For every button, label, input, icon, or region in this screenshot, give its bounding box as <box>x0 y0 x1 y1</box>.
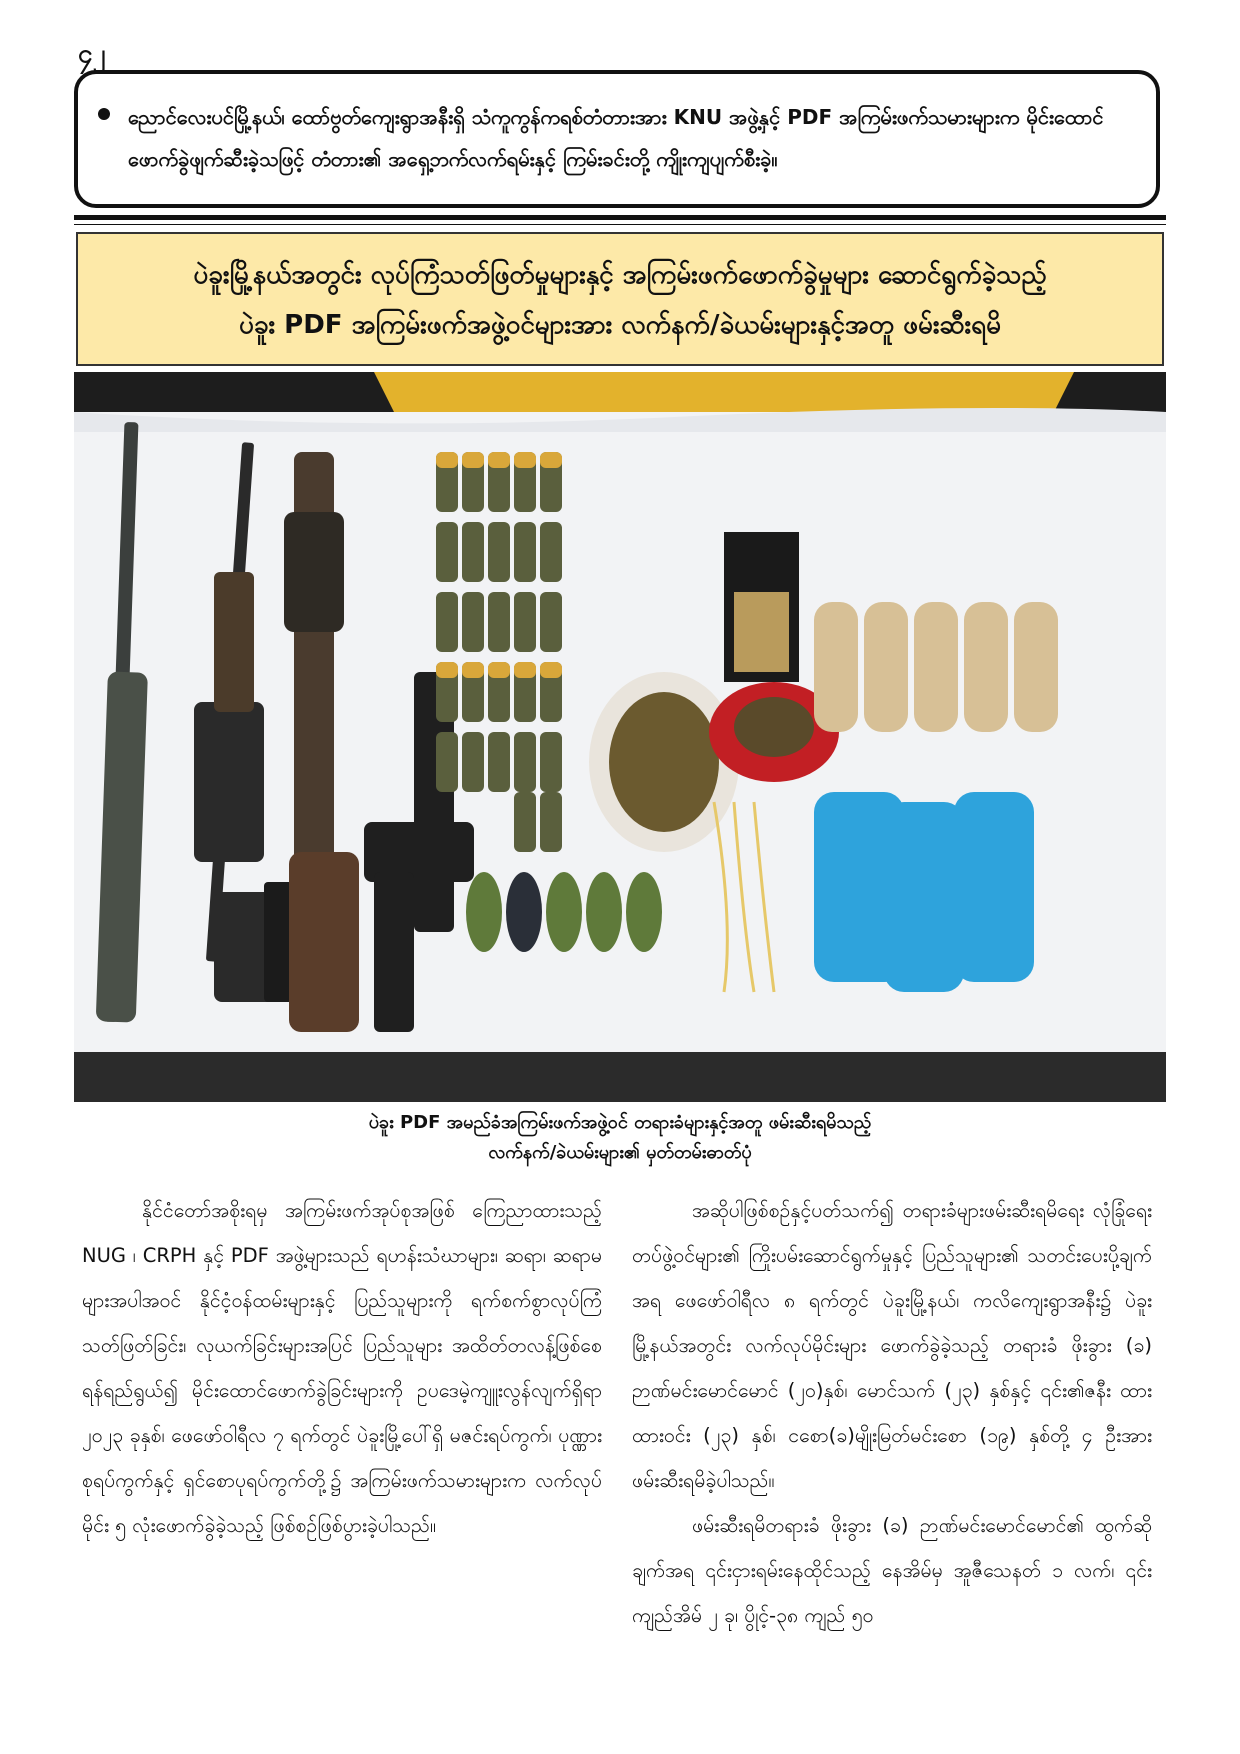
headline-line-1: ပဲခူးမြို့နယ်အတွင်း လုပ်ကြံသတ်ဖြတ်မှုများနှင့် အကြမ်းဖက်ဖောက်ခွဲမှုများ ဆောင်ရွက်ခဲ့သည့် <box>193 260 1047 290</box>
page-number: ၄၂ <box>78 39 106 69</box>
explosive-pack-icon <box>814 602 1058 732</box>
article-paragraph: နိုင်ငံတော်အစိုးရမှ အကြမ်းဖက်အုပ်စုအဖြစ် ကြေညာထားသည့် NUG ၊ CRPH နှင့် PDF အဖွဲ့များသည် ရဟန်းသံဃာများ၊ ဆရာ၊ ဆရာမများအပါအဝင် နိုင်ငံ့ဝန်ထမ်းများနှင့် ပြည်သူများကို ရက်စက်စွာလုပ်ကြံသတ်ဖြတ်ခြင်း၊ လုယက်ခြင်းများအပြင် ပြည်သူများ အထိတ်တလန့်ဖြစ်စေရန်ရည်ရွယ်၍ မိုင်းထောင်ဖောက်ခွဲခြင်းများကို ဥပဒေမဲ့ကျူးလွန်လျက်ရှိရာ ၂၀၂၃ ခုနှစ်၊ ဖေဖော်ဝါရီလ ၇ ရက်တွင် ပဲခူးမြို့ပေါ်ရှိ မဇင်းရပ်ကွက်၊ ပုဏ္ဏားစုရပ်ကွက်နှင့် ရှင်စောပုရပ်ကွက်တို့၌ အကြမ်းဖက်သမားများက လက်လုပ်မိုင်း ၅ လုံးဖောက်ခွဲခဲ့သည့် ဖြစ်စဉ်ဖြစ်ပွားခဲ့ပါသည်။ <box>82 1199 602 1537</box>
headline-box <box>76 232 1164 366</box>
photo-illustration <box>74 372 1166 1102</box>
article-column-right <box>632 1188 1152 1638</box>
blue-canister-icon <box>814 792 1034 992</box>
article-column-left <box>82 1188 602 1548</box>
divider-thick <box>74 215 1166 220</box>
hand-grenade-icon <box>466 872 662 952</box>
article-paragraph: ဖမ်းဆီးရမိတရားခံ ဖိုးခွား (ခ) ဉာဏ်မင်းမောင်မောင်၏ ထွက်ဆိုချက်အရ ၎င်းငှားရမ်းနေထိုင်သည့် နေအိမ်မှ အူဇီသေနတ် ၁ လက်၊ ၎င်းကျည်အိမ် ၂ ခု၊ ပွိုင့်-၃၈ ကျည် ၅၀ <box>632 1514 1152 1627</box>
caption-line-2: လက်နက်/ခဲယမ်းများ၏ မှတ်တမ်းဓာတ်ပုံ <box>488 1142 752 1163</box>
bullet-box <box>74 70 1160 208</box>
caption-line-1: ပဲခူး PDF အမည်ခံအကြမ်းဖက်အဖွဲ့ဝင် တရားခံများနှင့်အတူ ဖမ်းဆီးရမိသည့် <box>368 1112 872 1133</box>
bullet-text: ညောင်လေးပင်မြို့နယ်၊ ထော်ဗွတ်ကျေးရွာအနီးရှိ သံကူကွန်ကရစ်တံတားအား KNU အဖွဲ့နှင့် PDF အကြမ်းဖက်သမားများက မိုင်းထောင်ဖောက်ခွဲဖျက်ဆီးခဲ့သဖြင့် တံတား၏ အရှေ့ဘက်လက်ရမ်းနှင့် ကြမ်းခင်းတို့ ကျိုးကျပျက်စီးခဲ့။ <box>128 105 1104 171</box>
photo-caption <box>170 1108 1070 1168</box>
seized-weapons-photo <box>74 372 1166 1102</box>
article-paragraph: အဆိုပါဖြစ်စဉ်နှင့်ပတ်သက်၍ တရားခံများဖမ်းဆီးရမိရေး လုံခြုံရေးတပ်ဖွဲ့ဝင်များ၏ ကြိုးပမ်းဆောင်ရွက်မှုနှင့် ပြည်သူများ၏ သတင်းပေးပို့ချက်အရ ဖေဖော်ဝါရီလ ၈ ရက်တွင် ပဲခူးမြို့နယ်၊ ကလိကျေးရွာအနီး၌ ပဲခူးမြို့နယ်အတွင်း လက်လုပ်မိုင်းများ ဖောက်ခွဲခဲ့သည့် တရားခံ ဖိုးခွား (ခ) ဉာဏ်မင်းမောင်မောင် (၂၀)နှစ်၊ မောင်သက် (၂၃) နှစ်နှင့် ၎င်း၏ဇနီး ထားထားဝင်း (၂၃) နှစ်၊ ငစော(ခ)မျိုးမြတ်မင်းစော (၁၉) နှစ်တို့ ၄ ဦးအား ဖမ်းဆီးရမိခဲ့ပါသည်။ <box>632 1199 1152 1492</box>
bullet-dot-icon <box>98 108 110 120</box>
divider-thin <box>74 224 1166 225</box>
headline-line-2: ပဲခူး PDF အကြမ်းဖက်အဖွဲ့ဝင်များအား လက်နက်/ခဲယမ်းများနှင့်အတူ ဖမ်းဆီးရမိ <box>239 310 1001 340</box>
